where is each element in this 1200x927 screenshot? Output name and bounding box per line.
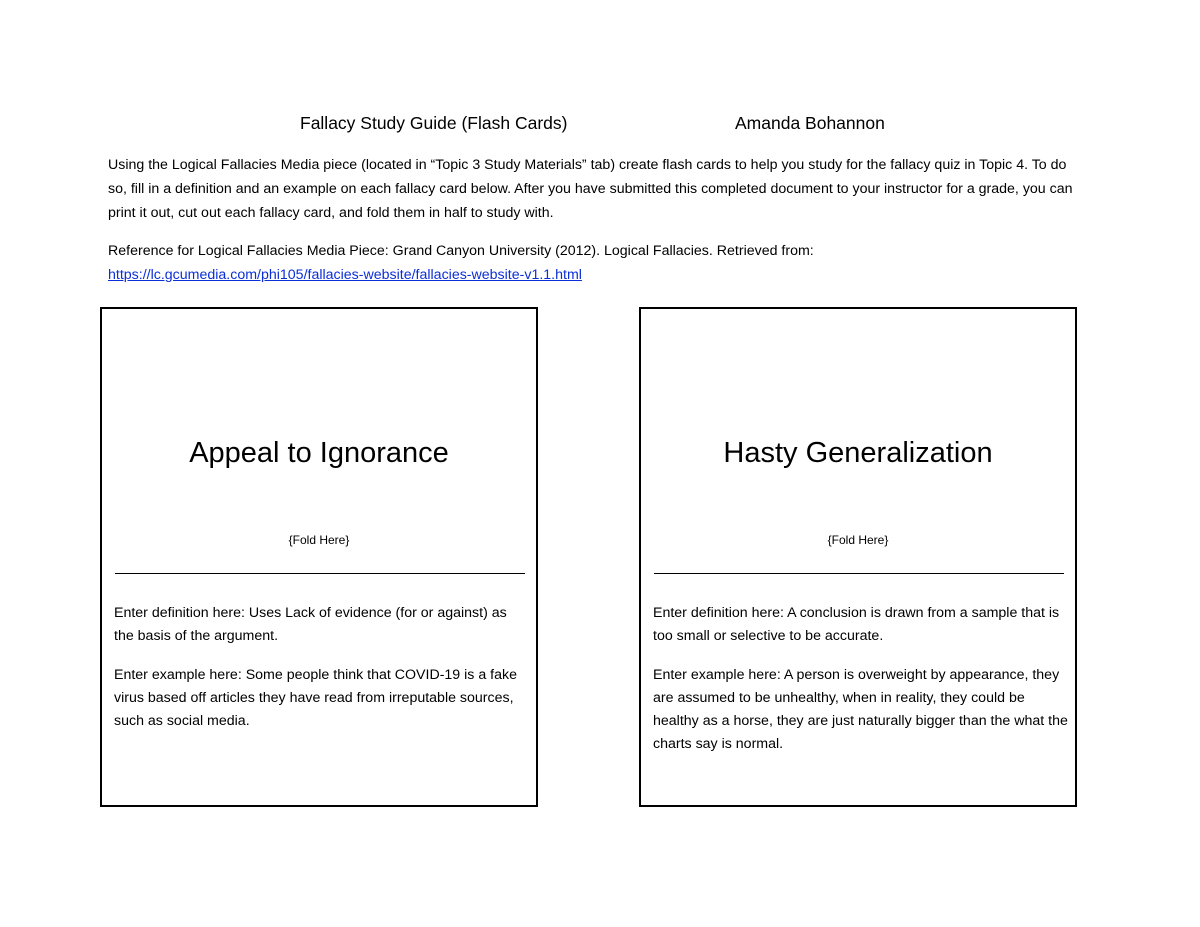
fold-label: {Fold Here} [827,533,889,547]
card-title: Appeal to Ignorance [189,437,449,469]
fold-label: {Fold Here} [288,533,350,547]
reference-link[interactable]: https://lc.gcumedia.com/phi105/fallacies-website/fallacies-website-v1.1.html [108,267,582,283]
card-definition: Enter definition here: A conclusion is drawn from a sample that is too small or selective to be accurate. [653,605,1060,644]
fold-line [654,573,1064,574]
fold-line [115,573,525,574]
card-example: Enter example here: A person is overweight by appearance, they are assumed to be unhealthy, when in reality, they could be healthy as a horse, they are just naturally bigger than the what the charts say is normal. [653,667,1068,752]
reference-paragraph [108,239,1083,287]
card-example: Enter example here: Some people think that COVID-19 is a fake virus based off articles they have read from irreputable sources, such as social media. [114,667,517,729]
document-header [0,113,1200,137]
author-name: Amanda Bohannon [735,113,885,133]
instructions-paragraph: Using the Logical Fallacies Media piece (located in “Topic 3 Study Materials” tab) create flash cards to help you study for the fallacy quiz in Topic 4. To do so, fill in a definition and an example on each fallacy card below. After you have submitted this completed document to your instructor for a grade, you can print it out, cut out each fallacy card, and fold them in half to study with. [108,157,1073,221]
flash-card-hasty-generalization [639,307,1077,807]
document-title: Fallacy Study Guide (Flash Cards) [300,113,568,133]
flash-card-appeal-to-ignorance [100,307,538,807]
reference-text: Reference for Logical Fallacies Media Piece: Grand Canyon University (2012). Logical Fallacies. Retrieved from: [108,243,814,259]
card-definition: Enter definition here: Uses Lack of evidence (for or against) as the basis of the argument. [114,605,507,644]
card-title: Hasty Generalization [723,437,993,469]
